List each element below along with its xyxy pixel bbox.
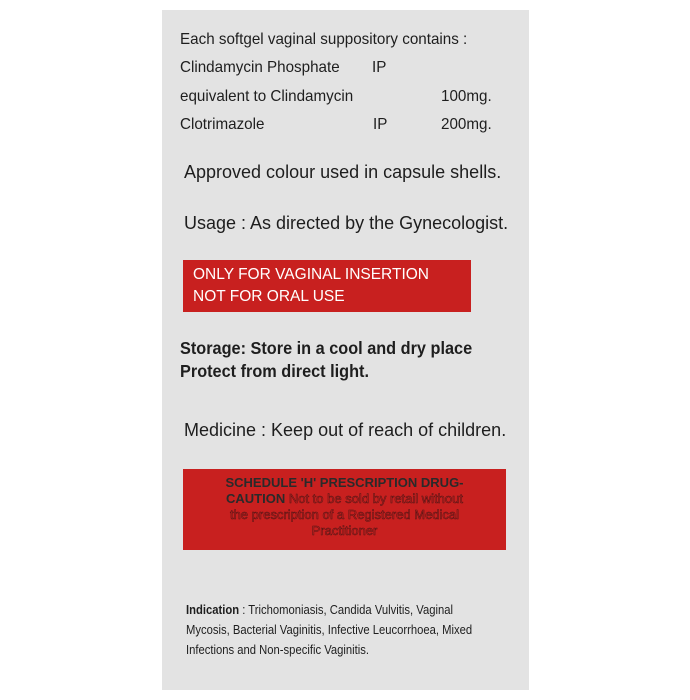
medicine-note: Medicine : Keep out of reach of children.	[184, 420, 507, 440]
composition-row1-std: IP	[372, 59, 387, 76]
warning-line-1: ONLY FOR VAGINAL INSERTION	[193, 266, 429, 283]
composition-row1-name: Clindamycin Phosphate	[180, 59, 340, 76]
composition-row3-std: IP	[373, 116, 388, 133]
warning-line-2: NOT FOR ORAL USE	[193, 288, 345, 305]
composition-row3-name: Clotrimazole	[180, 116, 265, 133]
indication-paragraph	[186, 600, 492, 660]
composition-heading: Each softgel vaginal suppository contains :	[180, 31, 468, 48]
usage-note: Usage : As directed by the Gynecologist.	[184, 213, 509, 233]
vaginal-use-warning-box	[183, 260, 471, 312]
schedule-line-4: Practitioner	[311, 523, 378, 538]
schedule-heading: SCHEDULE 'H' PRESCRIPTION DRUG-	[225, 475, 464, 490]
storage-line-1: Storage: Store in a cool and dry place	[180, 338, 473, 358]
caution-text: Not to be sold by retail without	[285, 491, 463, 506]
schedule-h-box	[183, 469, 506, 550]
storage-line-2: Protect from direct light.	[180, 361, 369, 381]
composition-row2-qty: 100mg.	[441, 88, 492, 105]
composition-row2-name: equivalent to Clindamycin	[180, 88, 354, 105]
caution-word: CAUTION	[226, 491, 286, 506]
indication-text: : Trichomoniasis, Candida Vulvitis, Vaginal Mycosis, Bacterial Vaginitis, Infective Leucorrhoea, Mixed Infections and Non-specific Vaginitis.	[186, 603, 473, 657]
composition-row3-qty: 200mg.	[441, 116, 492, 133]
indication-label: Indication	[186, 603, 240, 617]
schedule-caution-line	[183, 491, 506, 506]
schedule-line-3: the prescription of a Registered Medical	[229, 507, 460, 522]
colour-note: Approved colour used in capsule shells.	[184, 162, 502, 182]
